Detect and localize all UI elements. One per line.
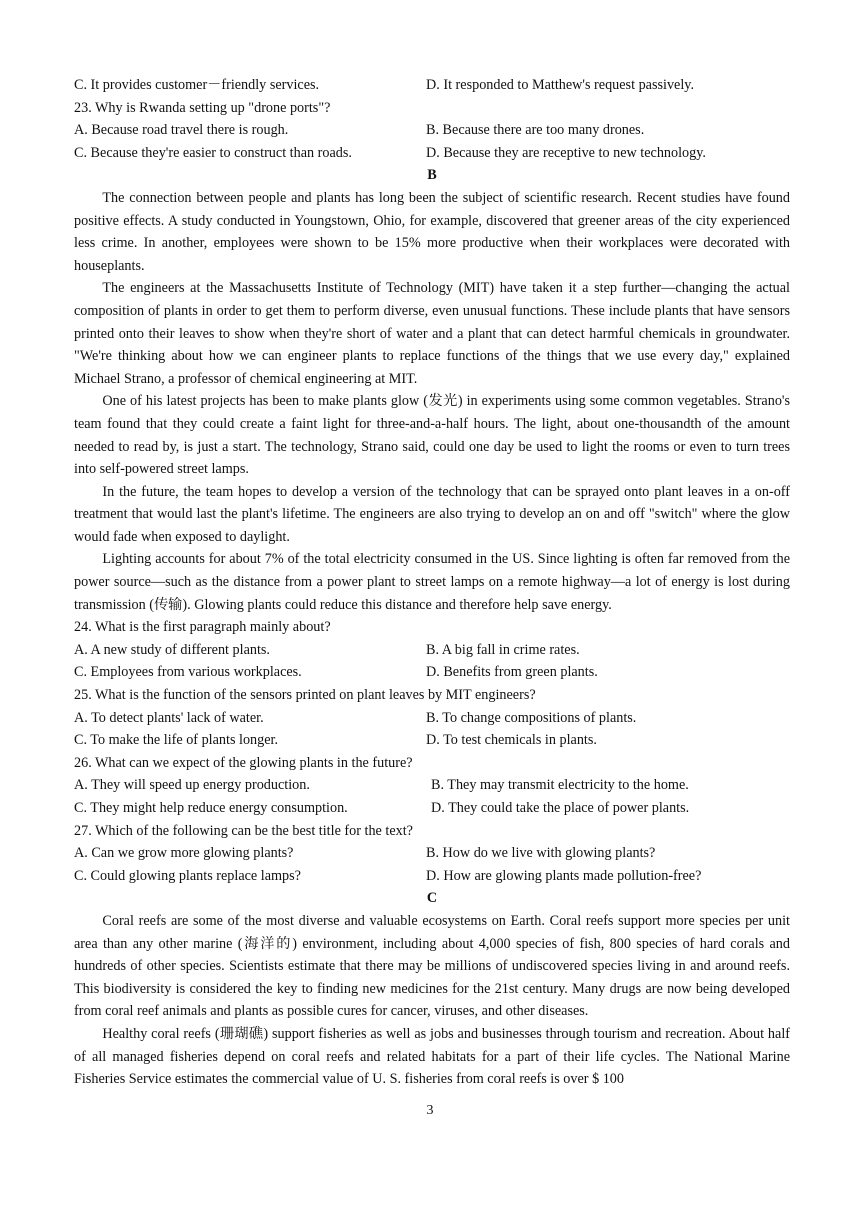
q24-option-a: A. A new study of different plants. (74, 641, 270, 658)
section-b-paragraph-2: The engineers at the Massachusetts Institute of Technology (MIT) have taken it a step further—changing the actual composition of plants in order to get them to perform diverse, even unusual functions. These include plants that have sensors printed onto their leaves to show when they're short of water and a plant that can detect harmful chemicals in groundwater. "We're thinking about how we can engineer plants to replace functions of the things that we use every day," explained Michael Strano, a professor of chemical engineering at MIT. (74, 280, 790, 387)
q25-option-b: B. To change compositions of plants. (426, 709, 637, 726)
q27-option-c: C. Could glowing plants replace lamps? (74, 867, 301, 884)
q24-options-cd (74, 661, 790, 684)
q25-option-c: C. To make the life of plants longer. (74, 732, 279, 749)
section-c-heading: C (426, 890, 438, 907)
section-b-paragraph-5: Lighting accounts for about 7% of the total electricity consumed in the US. Since lighting is often far removed from the power source—such as the distance from a power plant to street lamps on a remote highway—a lot of energy is lost during transmission (传输). Glowing plants could reduce this distance and therefore help save energy. (74, 551, 790, 613)
q23-option-d: D. Because they are receptive to new technology. (426, 144, 706, 161)
section-b-heading: B (427, 167, 437, 184)
q25-option-d: D. To test chemicals in plants. (426, 732, 597, 749)
q24-options-ab (74, 639, 790, 662)
q25-options-cd (74, 729, 790, 752)
q27-option-d: D. How are glowing plants made pollution-free? (426, 867, 702, 884)
q27-options-cd (74, 865, 790, 888)
q23-question: 23. Why is Rwanda setting up "drone ports"? (74, 99, 331, 116)
q23-option-a: A. Because road travel there is rough. (74, 122, 289, 139)
section-b-paragraph-1: The connection between people and plants has long been the subject of scientific research. Recent studies have found positive effects. A study conducted in Youngstown, Ohio, for example, discovered that greener areas of the city experienced less crime. In another, employees were shown to be 15% more productive when their workplaces were decorated with houseplants. (74, 189, 790, 274)
q24-option-b: B. A big fall in crime rates. (426, 641, 580, 658)
q23-option-b: B. Because there are too many drones. (426, 122, 645, 139)
q23-options-cd (74, 142, 790, 165)
q23-options-ab (74, 119, 790, 142)
q26-option-d: D. They could take the place of power plants. (431, 800, 690, 816)
section-b-paragraph-3: One of his latest projects has been to make plants glow (发光) in experiments using some common vegetables. Strano's team found that they could create a faint light for three-and-a-half hours. The light, about one-thousandth of the amount needed to read by, is just a start. The technology, Strano said, could one day be used to light the rooms or even to turn trees into self-powered street lamps. (74, 393, 790, 478)
q27-options-ab (74, 842, 790, 865)
q26-option-a: A. They will speed up energy production. (74, 777, 310, 794)
section-b-paragraph-4: In the future, the team hopes to develop a version of the technology that can be sprayed onto plant leaves in a on-off treatment that would last the plant's lifetime. The engineers are also trying to develop an on and off "switch" where the glow would fade when exposed to daylight. (74, 483, 790, 545)
q26-option-b: B. They may transmit electricity to the home. (431, 777, 689, 794)
q24-option-d: D. Benefits from green plants. (426, 664, 598, 681)
q26-option-c: C. They might help reduce energy consumption. (74, 800, 348, 816)
q26-options-cd (74, 797, 790, 820)
q23-option-c: C. Because they're easier to construct than roads. (74, 144, 352, 161)
q22-option-c: C. It provides customer－friendly services. (74, 77, 320, 93)
page-number: 3 (426, 1103, 434, 1118)
page-content (74, 74, 790, 1091)
q27-question: 27. Which of the following can be the best title for the text? (74, 822, 413, 839)
q25-option-a: A. To detect plants' lack of water. (74, 709, 264, 726)
q26-options-ab (74, 774, 790, 797)
q25-options-ab (74, 707, 790, 730)
q24-option-c: C. Employees from various workplaces. (74, 664, 302, 681)
section-c-paragraph-2: Healthy coral reefs (珊瑚礁) support fisheries as well as jobs and businesses through tourism and recreation. About half of all managed fisheries depend on coral reefs and related habitats for a part of their life cycles. The National Marine Fisheries Service estimates the commercial value of U. S. fisheries from coral reefs is over $ 100 (74, 1025, 790, 1088)
q27-option-b: B. How do we live with glowing plants? (426, 845, 656, 862)
q22-options-cd (74, 74, 790, 97)
q22-option-d: D. It responded to Matthew's request passively. (426, 77, 694, 93)
q25-question: 25. What is the function of the sensors printed on plant leaves by MIT engineers? (74, 687, 536, 704)
q26-question: 26. What can we expect of the glowing plants in the future? (74, 754, 413, 771)
q27-option-a: A. Can we grow more glowing plants? (74, 845, 294, 862)
q24-question: 24. What is the first paragraph mainly about? (74, 619, 331, 636)
section-c-paragraph-1: Coral reefs are some of the most diverse and valuable ecosystems on Earth. Coral reefs support more species per unit area than any other marine (海洋的) environment, including about 4,000 species of fish, 800 species of hard corals and hundreds of other species. Scientists estimate that there may be millions of undiscovered species living in and around reefs. This biodiversity is considered the key to finding new medicines for the 21st century. Many drugs are now being developed from coral reef animals and plants as possible cures for cancer, viruses, and other diseases. (74, 912, 790, 1020)
